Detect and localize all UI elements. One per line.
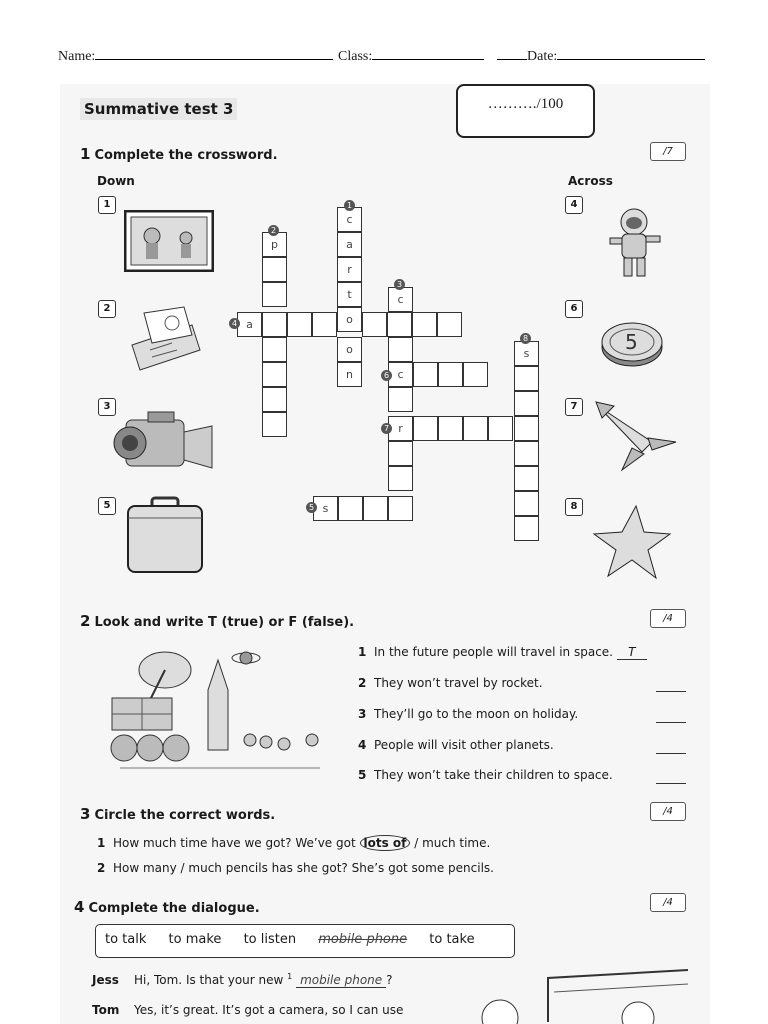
astronaut-icon xyxy=(604,204,666,280)
crossword-cell[interactable] xyxy=(437,312,462,337)
q3-number: 3 xyxy=(80,805,91,823)
answer-blank[interactable]: T xyxy=(617,645,647,660)
crossword-cell[interactable] xyxy=(387,312,412,337)
rocket-icon xyxy=(592,398,680,474)
crossword-cell[interactable] xyxy=(514,491,539,516)
crossword-cell[interactable] xyxy=(413,362,438,387)
picture-number-1: 1 xyxy=(98,196,116,214)
crossword-cell[interactable] xyxy=(287,312,312,337)
circled-answer[interactable]: lots of xyxy=(360,835,411,851)
crossword-cell[interactable]: p xyxy=(262,232,287,257)
q3-heading xyxy=(80,805,275,823)
q2-mark-box[interactable]: /4 xyxy=(650,609,686,628)
crossword-cell[interactable]: r xyxy=(388,416,413,441)
statement-3: 3 They’ll go to the moon on holiday. xyxy=(358,707,579,721)
q1-heading xyxy=(80,145,278,163)
clue-number-8: 8 xyxy=(520,333,531,344)
picture-number-7: 7 xyxy=(565,398,583,416)
crossword-cell[interactable]: a xyxy=(337,232,362,257)
crossword-cell[interactable] xyxy=(388,496,413,521)
crossword-cell[interactable] xyxy=(514,366,539,391)
q3-mark-box[interactable]: /4 xyxy=(650,802,686,821)
picture-number-4: 4 xyxy=(565,196,583,214)
word-option: to take xyxy=(429,932,475,947)
q4-heading xyxy=(74,898,260,916)
class-label: Class: xyxy=(338,49,373,64)
crossword-cell[interactable]: s xyxy=(313,496,338,521)
crossword-cell[interactable]: s xyxy=(514,341,539,366)
video-camera-icon xyxy=(108,410,214,476)
crossword-cell[interactable] xyxy=(262,362,287,387)
statement-2: 2 They won’t travel by rocket. xyxy=(358,676,543,690)
crossword-cell[interactable]: t xyxy=(337,282,362,307)
crossword-cell[interactable] xyxy=(262,337,287,362)
crossword-cell[interactable] xyxy=(312,312,337,337)
clue-number-1: 1 xyxy=(344,200,355,211)
q2-number: 2 xyxy=(80,612,91,630)
crossword-cell[interactable] xyxy=(262,412,287,437)
word-option: to listen xyxy=(243,932,297,947)
test-title: Summative test 3 xyxy=(80,98,237,120)
picture-number-2: 2 xyxy=(98,300,116,318)
name-label: Name: xyxy=(58,49,96,64)
picture-number-5: 5 xyxy=(98,497,116,515)
q4-number: 4 xyxy=(74,898,85,916)
dialogue-illustration xyxy=(478,968,698,1024)
crossword-cell[interactable] xyxy=(388,441,413,466)
date-label: Date: xyxy=(527,49,558,64)
picture-number-8: 8 xyxy=(565,498,583,516)
down-label: Down xyxy=(97,174,135,188)
passport-icon xyxy=(122,305,202,375)
crossword-cell[interactable] xyxy=(262,387,287,412)
word-option: to talk xyxy=(105,932,147,947)
q1-mark-box[interactable]: /7 xyxy=(650,142,686,161)
crossword-cell[interactable]: o xyxy=(337,337,362,362)
crossword-cell[interactable] xyxy=(463,362,488,387)
star-icon xyxy=(592,504,672,580)
word-box xyxy=(95,924,515,958)
q3-instruction: Circle the correct words. xyxy=(94,808,276,823)
clue-number-4: 4 xyxy=(229,318,240,329)
word-option: to make xyxy=(168,932,222,947)
crossword-cell[interactable]: c xyxy=(388,287,413,312)
coin-icon xyxy=(600,318,664,368)
speaker-name: Tom xyxy=(92,1003,120,1017)
picture-number-6: 6 xyxy=(565,300,583,318)
svg-text:5: 5 xyxy=(625,330,638,354)
crossword-cell[interactable] xyxy=(488,416,513,441)
crossword-cell[interactable] xyxy=(514,416,539,441)
q1-instruction: Complete the crossword. xyxy=(94,148,278,163)
picture-number-3: 3 xyxy=(98,398,116,416)
answer-blank[interactable] xyxy=(656,770,686,784)
clue-number-2: 2 xyxy=(268,225,279,236)
crossword-cell[interactable]: n xyxy=(337,362,362,387)
clue-number-7: 7 xyxy=(381,423,392,434)
score-box: ………./100 xyxy=(456,84,595,138)
q1-number: 1 xyxy=(80,145,91,163)
crossword-cell[interactable]: c xyxy=(337,207,362,232)
crossword-cell[interactable] xyxy=(438,362,463,387)
statement-5: 5 They won’t take their children to space. xyxy=(358,768,613,782)
crossword-cell[interactable] xyxy=(413,416,438,441)
crossword-cell[interactable] xyxy=(514,516,539,541)
q2-instruction: Look and write T (true) or F (false). xyxy=(94,615,355,630)
crossword-cell[interactable] xyxy=(262,257,287,282)
crossword-cell[interactable] xyxy=(388,466,413,491)
answer-blank[interactable] xyxy=(656,678,686,692)
clue-number-3: 3 xyxy=(394,279,405,290)
word-option-used: mobile phone xyxy=(318,932,408,947)
crossword-cell[interactable] xyxy=(412,312,437,337)
statement-4: 4 People will visit other planets. xyxy=(358,738,554,752)
crossword-cell[interactable] xyxy=(388,337,413,362)
q3-item-1: 1 How much time have we got? We’ve got lots of / much time. xyxy=(97,836,491,850)
crossword-cell[interactable] xyxy=(262,282,287,307)
crossword-cell[interactable] xyxy=(363,496,388,521)
answer-blank[interactable] xyxy=(656,740,686,754)
date-field[interactable] xyxy=(497,49,705,65)
dialogue-line-1: Jess Hi, Tom. Is that your new $^1$ mobile phone ? xyxy=(92,972,393,987)
answer-blank[interactable] xyxy=(656,709,686,723)
dialogue-line-2: Tom Yes, it’s great. It’s got a camera, so I can use xyxy=(92,1003,404,1017)
q4-mark-box[interactable]: /4 xyxy=(650,893,686,912)
framed-cartoon-icon xyxy=(124,210,214,272)
q4-instruction: Complete the dialogue. xyxy=(88,901,260,916)
across-label: Across xyxy=(568,174,613,188)
crossword-cell[interactable] xyxy=(262,312,287,337)
class-field[interactable] xyxy=(338,49,484,65)
statement-1: 1 In the future people will travel in space. T xyxy=(358,645,647,660)
speaker-name: Jess xyxy=(92,973,119,987)
name-field[interactable] xyxy=(58,49,333,65)
q3-item-2: 2 How many / much pencils has she got? She’s got some pencils. xyxy=(97,861,494,875)
crossword-cell[interactable] xyxy=(338,496,363,521)
space-colony-illustration xyxy=(100,640,340,780)
crossword-cell[interactable]: c xyxy=(388,362,413,387)
crossword-cell[interactable] xyxy=(463,416,488,441)
crossword-cell[interactable] xyxy=(438,416,463,441)
crossword-cell[interactable] xyxy=(514,441,539,466)
crossword-cell[interactable] xyxy=(514,391,539,416)
clue-number-6: 6 xyxy=(381,370,392,381)
answer-blank[interactable]: mobile phone xyxy=(296,973,386,988)
crossword-cell[interactable]: o xyxy=(337,307,362,332)
suitcase-icon xyxy=(126,496,204,576)
crossword-cell[interactable] xyxy=(388,387,413,412)
crossword-cell[interactable] xyxy=(514,466,539,491)
crossword-cell[interactable] xyxy=(362,312,387,337)
q2-heading xyxy=(80,612,354,630)
crossword-cell[interactable]: a xyxy=(237,312,262,337)
crossword-cell[interactable]: r xyxy=(337,257,362,282)
clue-number-5: 5 xyxy=(306,502,317,513)
